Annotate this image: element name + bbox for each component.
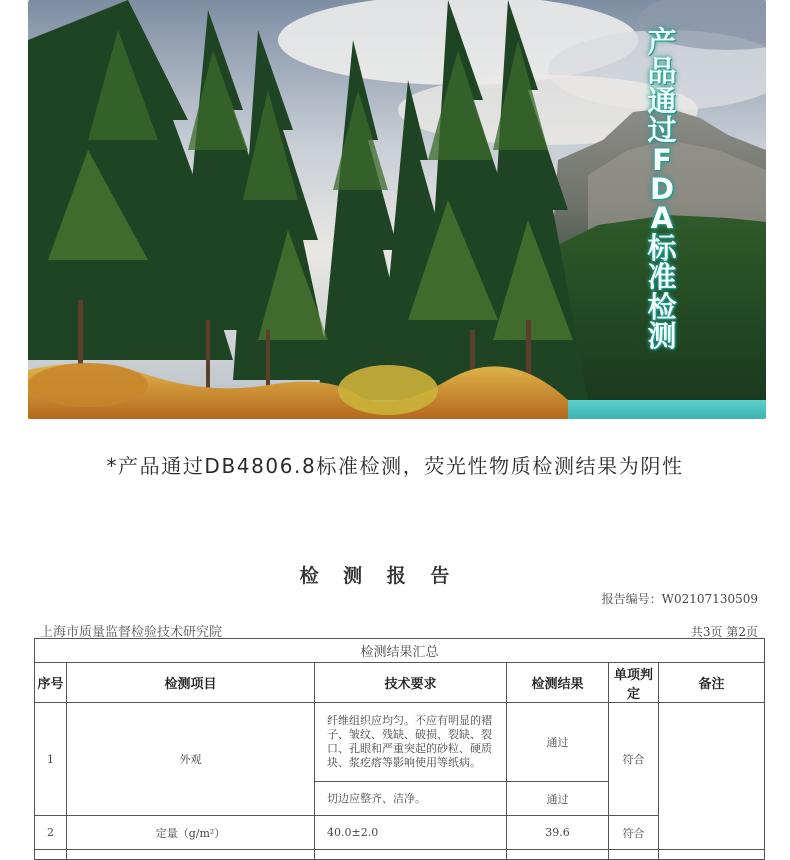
row-no: 2: [35, 816, 67, 850]
page-indicator: 共3页 第2页: [690, 625, 758, 639]
header-item: 检测项目: [67, 663, 315, 703]
header-remark: 备注: [659, 663, 765, 703]
summary-title: 检测结果汇总: [35, 639, 765, 663]
row-item: 外观: [67, 703, 315, 816]
headline-char: D: [649, 171, 675, 206]
headline-char: 过: [647, 113, 677, 148]
headline-char: 品: [647, 54, 677, 89]
row-remark: [659, 703, 765, 850]
headline-char: 检: [647, 289, 677, 324]
header-no: 序号: [35, 663, 67, 703]
row-verdict: 符合: [609, 703, 659, 816]
row-requirement: 40.0±2.0: [315, 816, 507, 850]
headline-char: 标: [647, 230, 677, 265]
row-requirement: 纤维组织应均匀。不应有明显的褶子、皱纹、残缺、破损、裂缺、裂口、孔眼和严重突起的砂粒、硬质块、浆疙瘩等影响使用等纸病。: [315, 703, 507, 782]
headline-char: 准: [647, 260, 677, 295]
row-verdict: 符合: [609, 816, 659, 850]
headline-char: F: [652, 142, 672, 177]
testing-organization: 上海市质量监督检验技术研究院: [40, 625, 223, 640]
row-result: 通过: [507, 703, 609, 782]
test-caption: *产品通过DB4806.8标准检测，荧光性物质检测结果为阴性: [106, 454, 684, 478]
headline-char: A: [650, 201, 674, 236]
headline-char: 产: [647, 25, 677, 59]
table-row: [35, 816, 765, 850]
header-verdict: 单项判定: [609, 663, 659, 703]
report-number: 报告编号：W02107130509: [601, 592, 758, 606]
header-requirement: 技术要求: [315, 663, 507, 703]
row-requirement: 切边应整齐、洁净。: [315, 782, 507, 816]
report-title: 检 测 报 告: [299, 565, 459, 587]
row-no: 1: [35, 703, 67, 816]
table-row: [35, 850, 765, 860]
table-row: [35, 703, 765, 782]
row-item: 定量（g/m²）: [67, 816, 315, 850]
vertical-headline: [642, 25, 682, 353]
headline-char: 通: [647, 83, 677, 118]
row-result: 39.6: [507, 816, 609, 850]
table-header-row: [35, 663, 765, 703]
header-result: 检测结果: [507, 663, 609, 703]
headline-char: 测: [647, 318, 677, 353]
row-result: 通过: [507, 782, 609, 816]
results-table: [34, 638, 765, 860]
